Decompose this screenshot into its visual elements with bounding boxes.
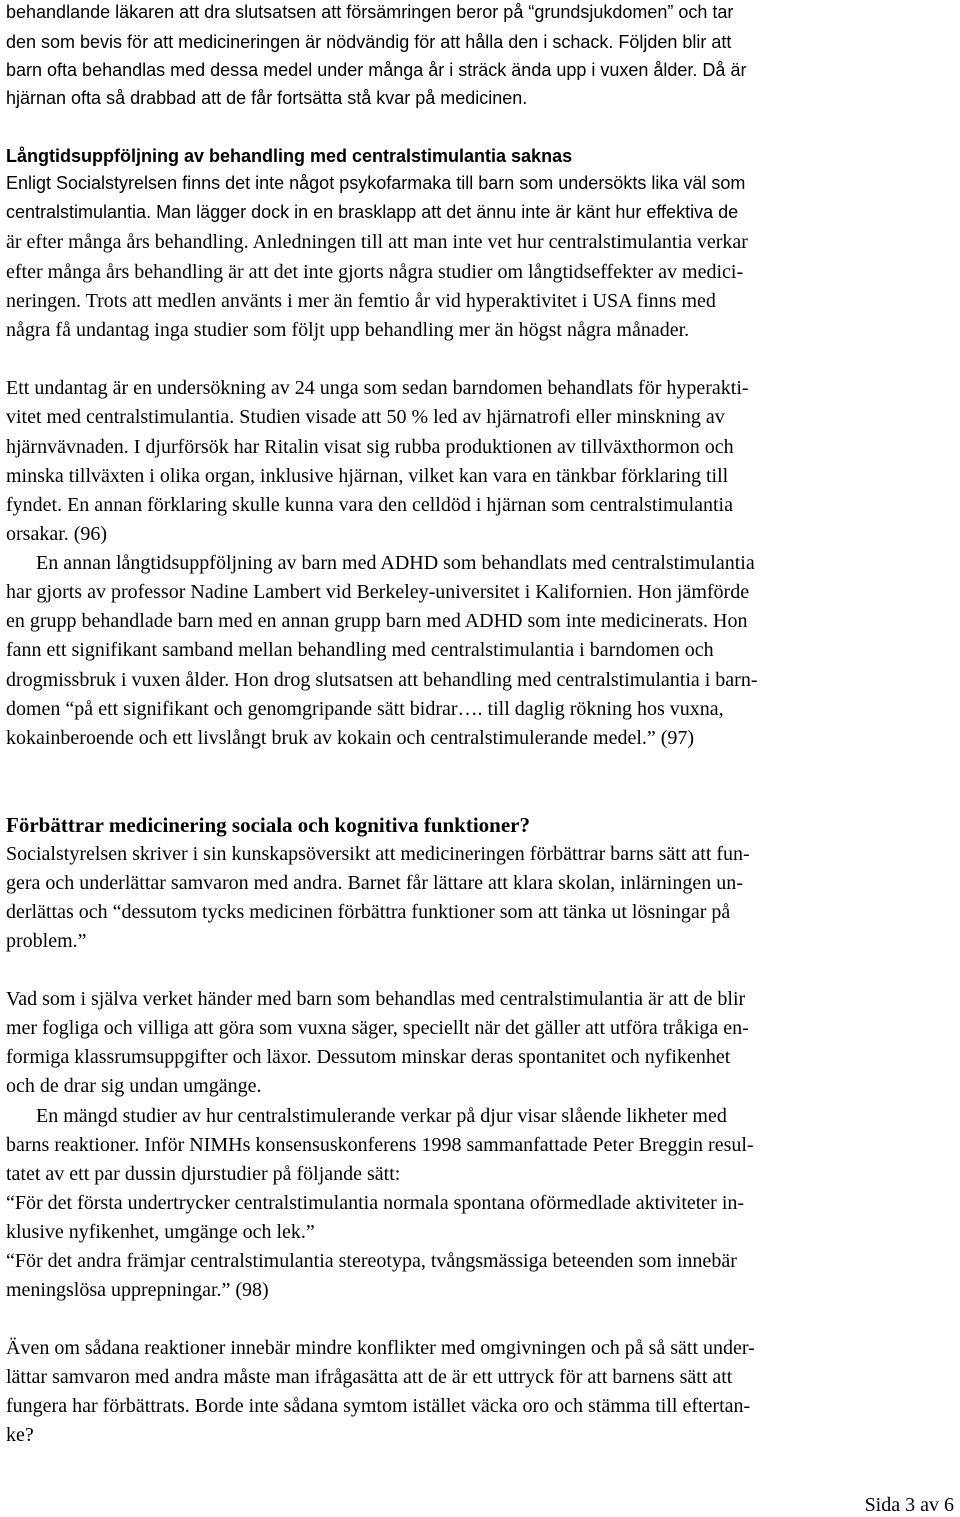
text-line: några få undantag inga studier som följt upp behandling mer än högst några månader.: [6, 319, 690, 341]
text-line: tatet av ett par dussin djurstudier på följande sätt:: [6, 1163, 401, 1185]
text-line: formiga klassrumsuppgifter och läxor. Dessutom minskar deras spontanitet och nyfikenhet: [6, 1046, 731, 1068]
text-line: fann ett signifikant samband mellan behandling med centralstimulantia i barndomen och: [6, 639, 714, 661]
text-line: fungera har förbättrats. Borde inte sådana symtom istället väcka oro och stämma till eftertan-: [6, 1395, 751, 1417]
text-line: derlättas och “dessutom tycks medicinen förbättra funktioner som att tänka ut lösningar på: [6, 901, 731, 923]
text-line: domen “på ett signifikant och genomgripande sätt bidrar…. till daglig rökning hos vuxna,: [6, 698, 724, 720]
text-line: En annan långtidsuppföljning av barn med ADHD som behandlats med centralstimulantia: [6, 552, 755, 574]
page-number: Sida 3 av 6: [864, 1494, 954, 1516]
text-line: Socialstyrelsen skriver i sin kunskapsöversikt att medicineringen förbättrar barns sätt att fun-: [6, 843, 750, 865]
text-line: fyndet. En annan förklaring skulle kunna vara den celldöd i hjärnan som centralstimulantia: [6, 494, 733, 516]
text-line: En mängd studier av hur centralstimulerande verkar på djur visar slående likheter med: [6, 1105, 727, 1127]
text-line: har gjorts av professor Nadine Lambert vid Berkeley-universitet i Kalifornien. Hon jämförde: [6, 581, 750, 603]
text-line: orsakar. (96): [6, 523, 108, 545]
text-line: efter många års behandling är att det inte gjorts några studier om långtidseffekter av medici-: [6, 261, 744, 283]
text-line: minska tillväxten i olika organ, inklusive hjärnan, vilket kan vara en tänkbar förklaring till: [6, 465, 729, 487]
text-line: kokainberoende och ett livslångt bruk av kokain och centralstimulerande medel.” (97): [6, 727, 695, 749]
text-line: “För det andra främjar centralstimulantia stereotypa, tvångsmässiga beteenden som innebär: [6, 1250, 737, 1272]
text-line: hjärnvävnaden. I djurförsök har Ritalin visat sig rubba produktionen av tillväxthormon och: [6, 436, 734, 458]
text-line: behandlande läkaren att dra slutsatsen att försämringen beror på “grundsjukdomen” och tar: [6, 2, 734, 22]
text-line: barn ofta behandlas med dessa medel under många år i sträck ända upp i vuxen ålder. Då är: [6, 60, 747, 80]
text-line: Enligt Socialstyrelsen finns det inte något psykofarmaka till barn som undersökts lika väl som: [6, 173, 746, 193]
text-line: och de drar sig undan umgänge.: [6, 1075, 262, 1097]
text-line: en grupp behandlade barn med en annan grupp barn med ADHD som inte medicinerats. Hon: [6, 610, 748, 632]
text-line: mer fogliga och villiga att göra som vuxna säger, speciellt när det gäller att utföra tråkiga en-: [6, 1017, 749, 1039]
text-line: den som bevis för att medicineringen är nödvändig för att hålla den i schack. Följden blir att: [6, 32, 732, 52]
text-line: barns reaktioner. Inför NIMHs konsensuskonferens 1998 sammanfattade Peter Breggin resul-: [6, 1134, 754, 1156]
text-line: är efter många års behandling. Anledningen till att man inte vet hur centralstimulantia verkar: [6, 231, 748, 253]
text-line: Ett undantag är en undersökning av 24 unga som sedan barndomen behandlats för hyperakti-: [6, 377, 749, 399]
section-heading: Förbättrar medicinering sociala och kognitiva funktioner?: [6, 813, 531, 837]
text-line: hjärnan ofta så drabbad att de får fortsätta stå kvar på medicinen.: [6, 88, 528, 108]
text-line: ke?: [6, 1424, 34, 1446]
text-line: drogmissbruk i vuxen ålder. Hon drog slutsatsen att behandling med centralstimulantia i barn-: [6, 669, 758, 691]
text-line: neringen. Trots att medlen använts i mer än femtio år vid hyperaktivitet i USA finns med: [6, 290, 716, 312]
text-line: Vad som i själva verket händer med barn som behandlas med centralstimulantia är att de blir: [6, 988, 746, 1010]
text-line: Även om sådana reaktioner innebär mindre konflikter med omgivningen och på så sätt under-: [6, 1337, 755, 1359]
section-heading: Långtidsuppföljning av behandling med centralstimulantia saknas: [6, 146, 573, 166]
text-line: problem.”: [6, 930, 87, 952]
text-line: gera och underlättar samvaron med andra. Barnet får lättare att klara skolan, inlärningen un-: [6, 872, 743, 894]
text-line: “För det första undertrycker centralstimulantia normala spontana oförmedlade aktiviteter in-: [6, 1192, 745, 1214]
text-line: vitet med centralstimulantia. Studien visade att 50 % led av hjärnatrofi eller minskning av: [6, 406, 725, 428]
text-line: meningslösa upprepningar.” (98): [6, 1279, 269, 1301]
text-line: klusive nyfikenhet, umgänge och lek.”: [6, 1221, 315, 1243]
text-line: centralstimulantia. Man lägger dock in en brasklapp att det ännu inte är känt hur effektiva de: [6, 202, 739, 222]
text-line: lättar samvaron med andra måste man ifrågasätta att de är ett uttryck för att barnens sätt att: [6, 1366, 733, 1388]
